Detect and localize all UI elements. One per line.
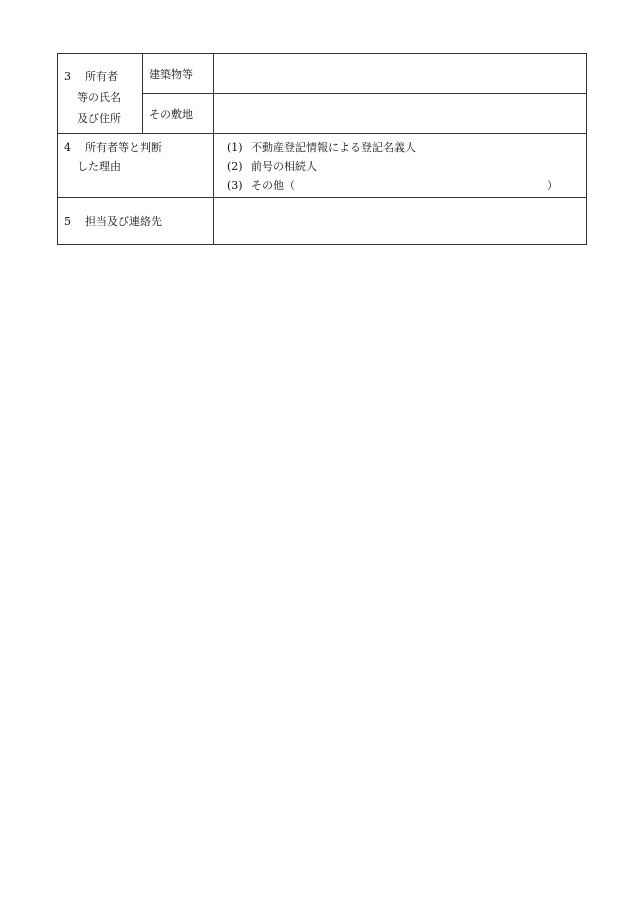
contact-section-label	[58, 198, 214, 245]
site-label: その敷地	[143, 94, 214, 134]
reason-section-number: 4	[64, 141, 71, 154]
owner-label-line2: 等の氏名	[77, 91, 121, 104]
owner-label-line1: 所有者	[85, 70, 118, 83]
reason-label-line1: 所有者等と判断	[85, 141, 162, 154]
contact-label: 担当及び連絡先	[85, 215, 162, 228]
reason-option-2[interactable]: (2) 前号の相続人	[227, 160, 317, 173]
contact-section-number: 5	[64, 215, 71, 228]
other-close-paren: ）	[547, 179, 558, 192]
building-label: 建築物等	[143, 54, 214, 94]
contact-field[interactable]	[214, 198, 587, 245]
owner-info-form-table	[57, 53, 587, 245]
owner-label-line3: 及び住所	[77, 112, 121, 125]
owner-section-number: 3	[64, 70, 71, 83]
reason-option-1[interactable]: (1) 不動産登記情報による登記名義人	[227, 141, 416, 154]
site-owner-field[interactable]	[214, 94, 587, 134]
reason-section-label	[58, 134, 214, 198]
reason-options	[214, 134, 587, 198]
building-owner-field[interactable]	[214, 54, 587, 94]
reason-label-line2: した理由	[77, 160, 121, 173]
owner-section-label	[58, 54, 143, 134]
reason-option-3[interactable]: (3) その他（ ）	[227, 176, 586, 195]
